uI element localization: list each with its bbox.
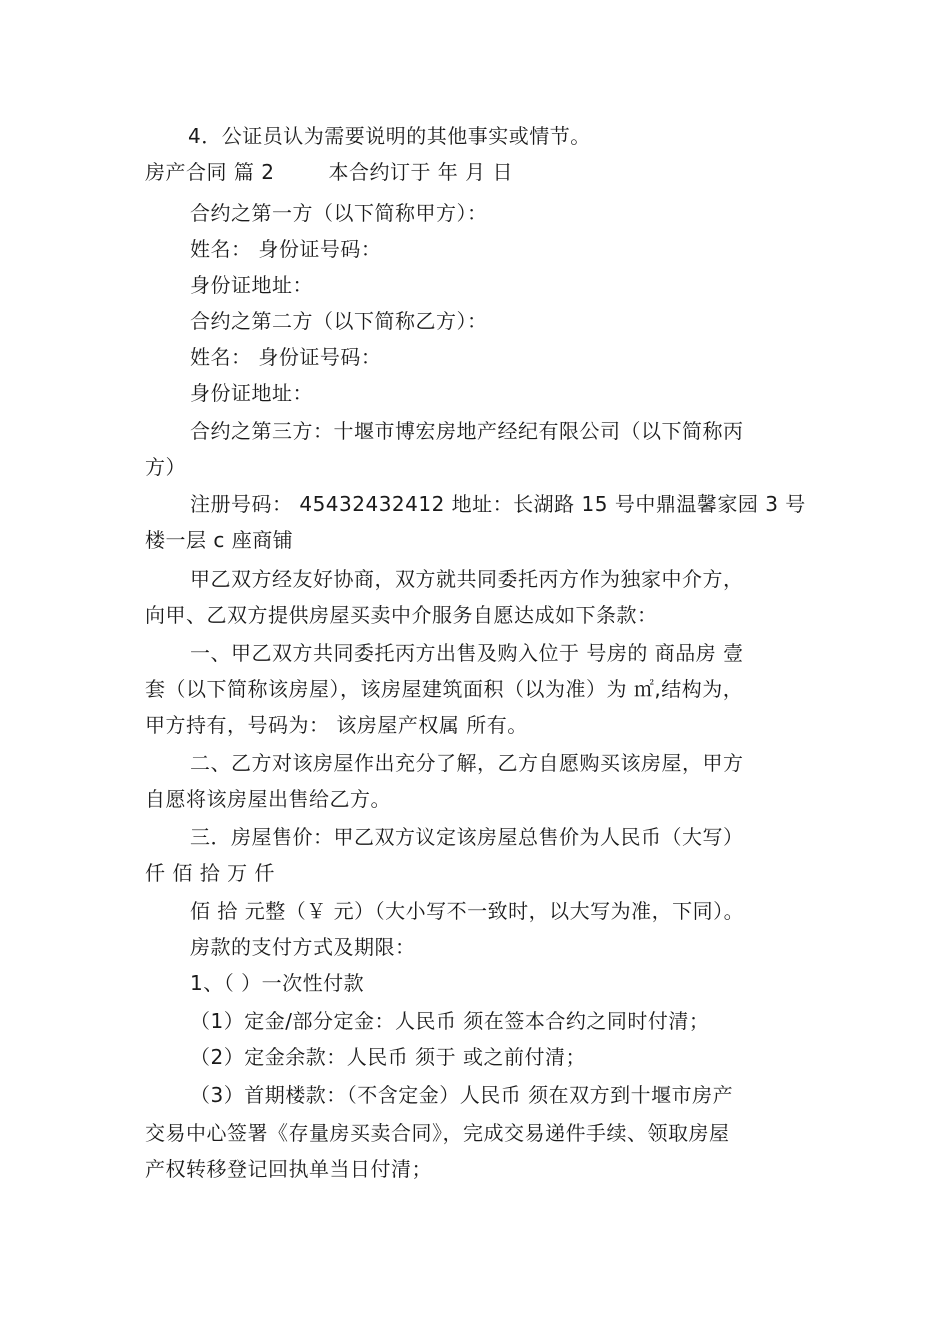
paragraph-line: 交易中心签署《存量房买卖合同》，完成交易递件手续、领取房屋 (145, 1121, 730, 1145)
paragraph-line: 身份证地址： (190, 273, 313, 297)
paragraph-line: 身份证地址： (190, 381, 313, 405)
paragraph-line: 自愿将该房屋出售给乙方。 (145, 787, 391, 811)
paragraph-line: 三．房屋售价：甲乙双方议定该房屋总售价为人民币（大写） (190, 825, 744, 849)
section-heading: 房产合同 篇 2 (145, 160, 275, 184)
paragraph-line: （1）定金/部分定金：人民币 须在签本合约之同时付清； (190, 1009, 710, 1033)
section-heading-line (145, 159, 513, 185)
paragraph-line: 房款的支付方式及期限： (190, 935, 416, 959)
paragraph-line: 1、（ ）一次性付款 (190, 971, 365, 995)
paragraph-line: 合约之第一方（以下简称甲方）： (190, 201, 488, 225)
paragraph-line: 甲方持有，号码为： 该房屋产权属 所有。 (145, 713, 528, 737)
paragraph-line: 姓名： 身份证号码： (190, 237, 382, 261)
contract-date-line: 本合约订于 年 月 日 (328, 160, 514, 184)
paragraph-line: 姓名： 身份证号码： (190, 345, 382, 369)
paragraph-line: 产权转移登记回执单当日付清； (145, 1157, 432, 1181)
paragraph-line: 合约之第三方：十堰市博宏房地产经纪有限公司（以下简称丙 (190, 419, 744, 443)
paragraph-line: 向甲、乙双方提供房屋买卖中介服务自愿达成如下条款： (145, 603, 658, 627)
paragraph-line: 仟 佰 拾 万 仟 (145, 861, 275, 885)
paragraph-line: 方） (145, 455, 186, 479)
paragraph-line: 合约之第二方（以下简称乙方）： (190, 309, 488, 333)
paragraph-line: 注册号码： 45432432412 地址：长湖路 15 号中鼎温馨家园 3 号 (190, 492, 806, 516)
paragraph-line: 二、乙方对该房屋作出充分了解，乙方自愿购买该房屋，甲方 (190, 751, 744, 775)
paragraph-line: （3）首期楼款：（不含定金）人民币 须在双方到十堰市房产 (190, 1083, 734, 1107)
paragraph-line: 套（以下简称该房屋），该房屋建筑面积（以为准）为 ㎡,结构为， (145, 677, 744, 701)
paragraph-line: 4．公证员认为需要说明的其他事实或情节。 (188, 124, 591, 148)
paragraph-line: 佰 拾 元整（￥ 元）（大小写不一致时，以大写为准，下同）。 (190, 899, 745, 923)
paragraph-line: 甲乙双方经友好协商，双方就共同委托丙方作为独家中介方， (190, 567, 744, 591)
paragraph-line: 楼一层 c 座商铺 (145, 528, 294, 552)
paragraph-line: （2）定金余款：人民币 须于 或之前付清； (190, 1045, 586, 1069)
paragraph-line: 一、甲乙双方共同委托丙方出售及购入位于 号房的 商品房 壹 (190, 641, 744, 665)
